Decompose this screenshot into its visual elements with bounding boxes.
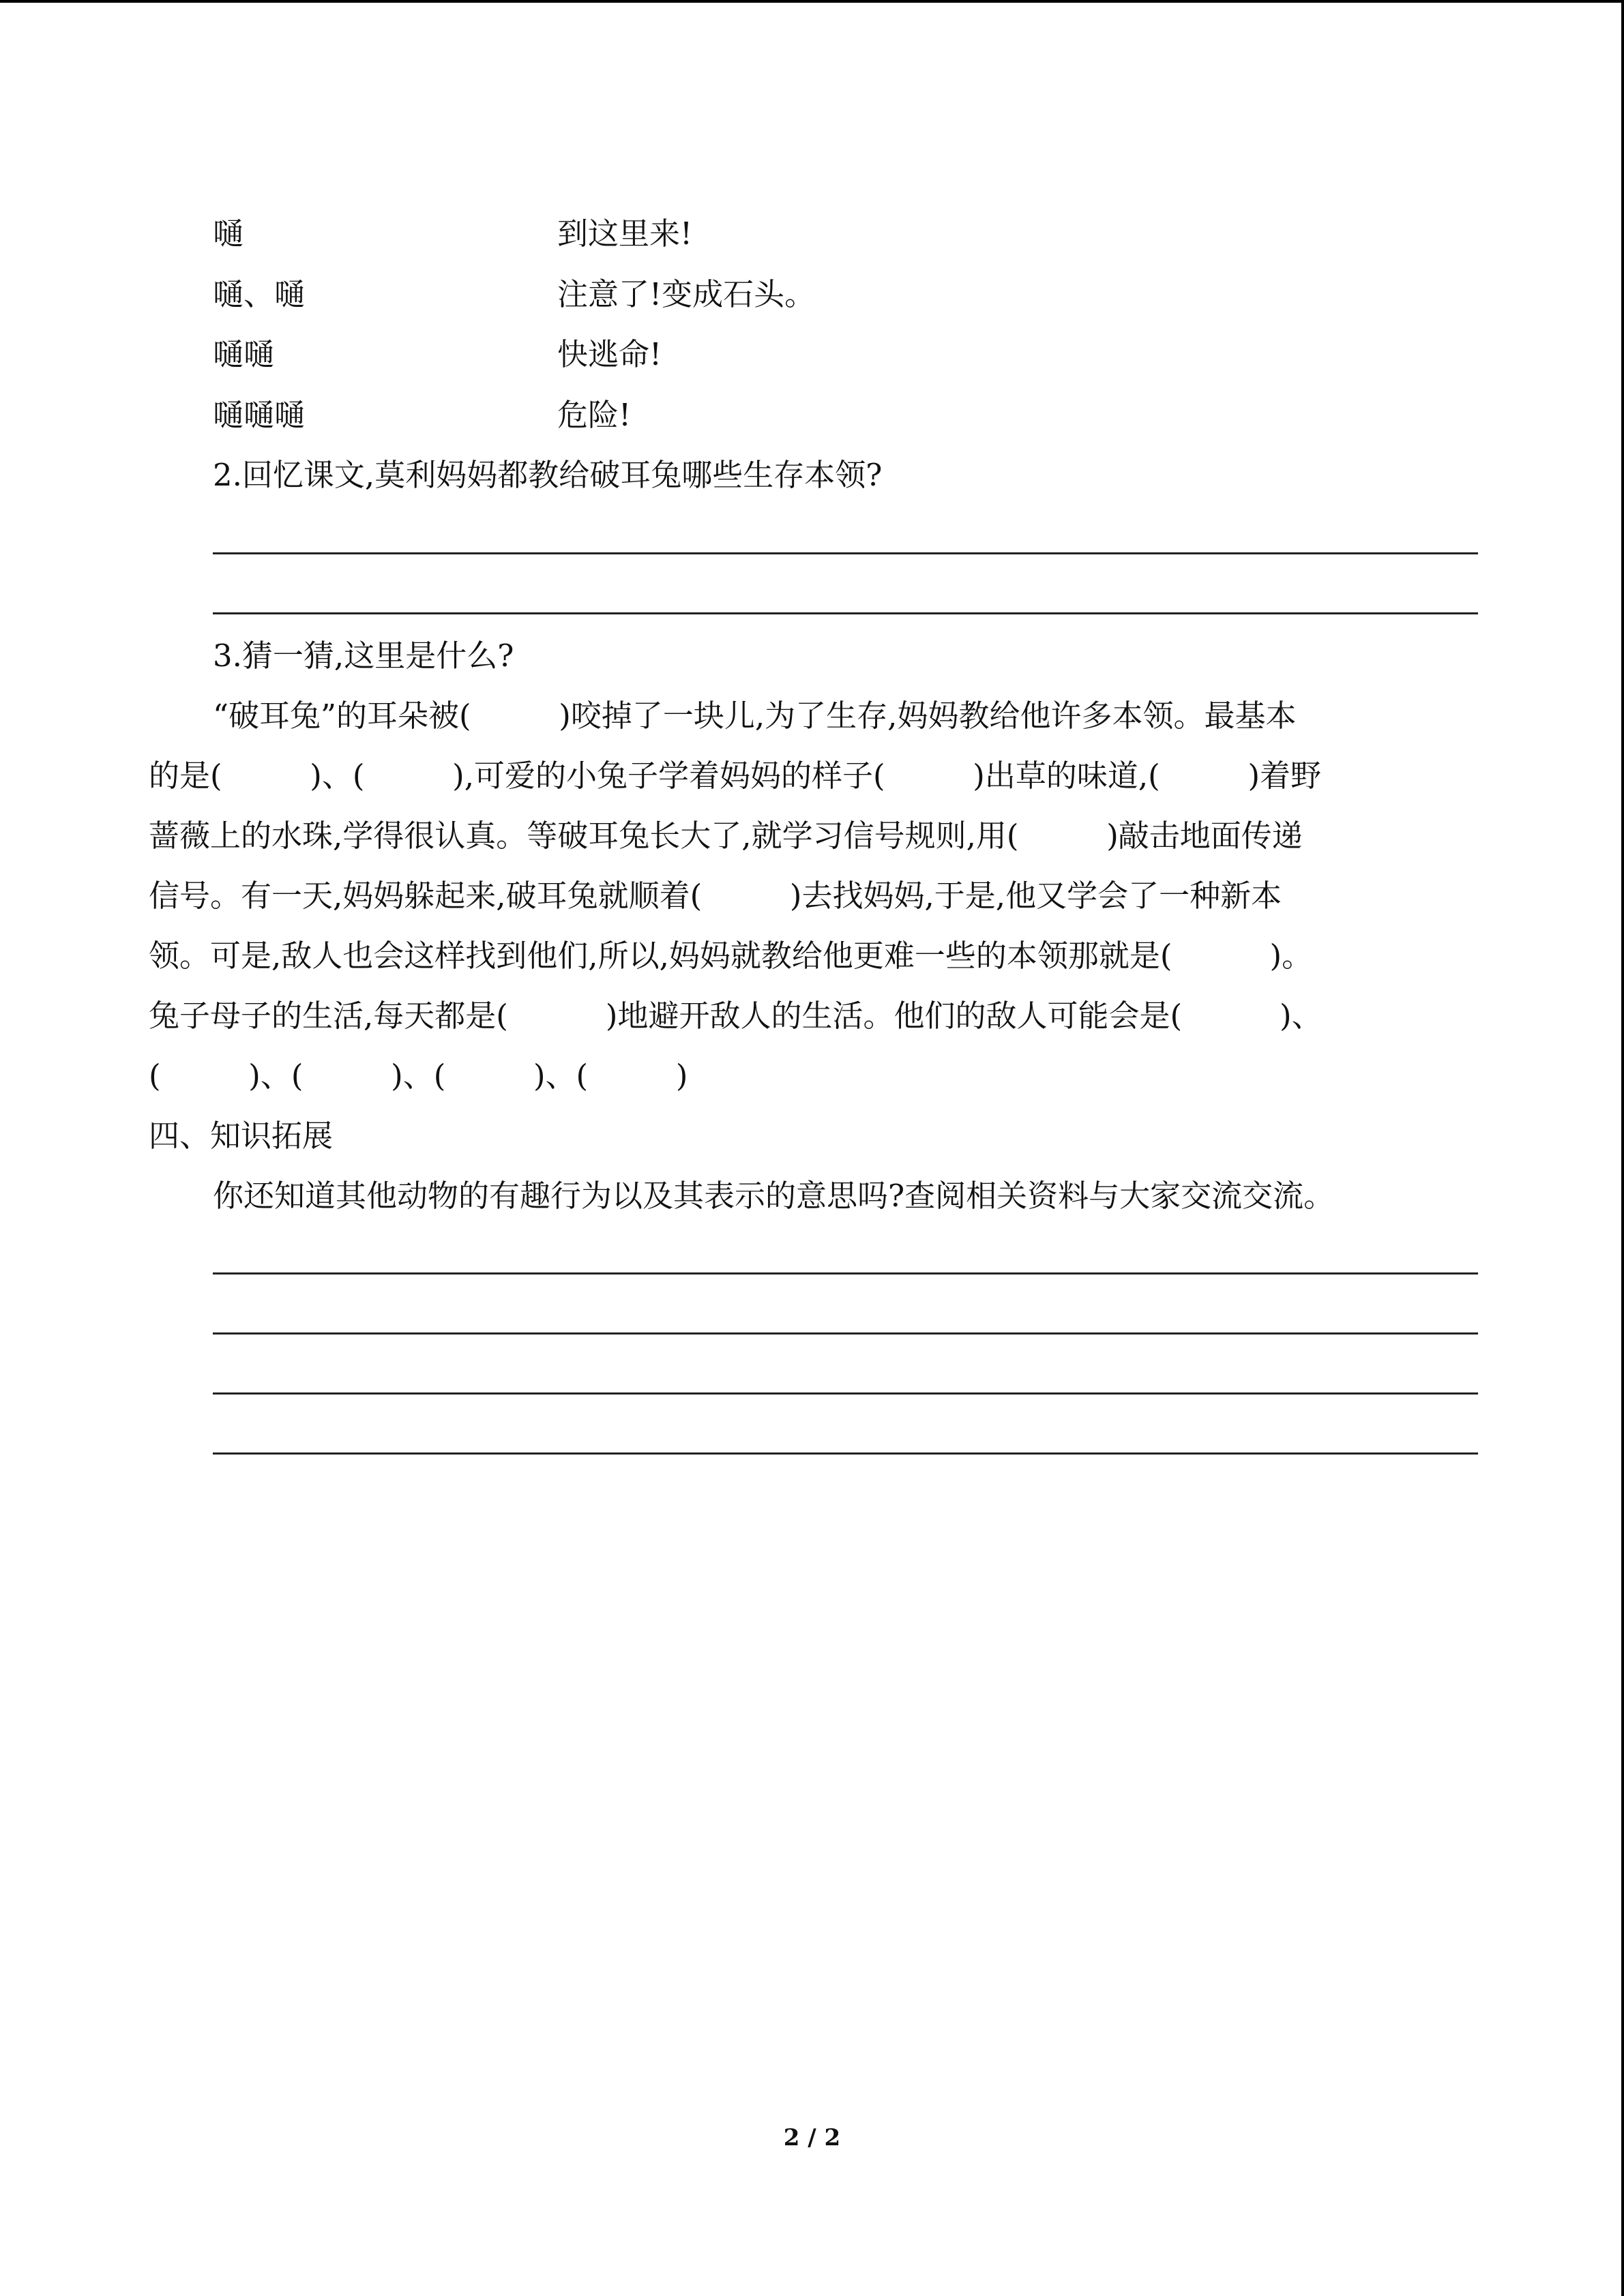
answer-line[interactable] [213, 1392, 1478, 1395]
answer-line[interactable] [213, 1272, 1478, 1274]
section-4-title: 四、知识拓展 [149, 1118, 334, 1154]
answer-line[interactable] [213, 1332, 1478, 1335]
signal-row [213, 334, 1441, 375]
signal-row [213, 274, 1441, 315]
signal-code: 嗵、嗵 [213, 276, 306, 312]
page-border-right [1621, 0, 1624, 2296]
signal-meaning: 快逃命! [557, 336, 662, 372]
question-3-passage-line: 领。可是,敌人也会这样找到他们,所以,妈妈就教给他更难一些的本领那就是( )。 [149, 938, 1313, 974]
signal-code: 嗵嗵 [213, 336, 275, 372]
signal-row [213, 395, 1441, 436]
question-3-passage-line: “破耳兔”的耳朵被( )咬掉了一块儿,为了生存,妈妈教给他许多本领。最基本 [213, 698, 1297, 734]
answer-line[interactable] [213, 612, 1478, 614]
question-3-passage-line: 信号。有一天,妈妈躲起来,破耳兔就顺着( )去找妈妈,于是,他又学会了一种新本 [149, 878, 1282, 914]
signal-meaning: 危险! [557, 397, 632, 433]
question-3-passage-line: 兔子母子的生活,每天都是( )地避开敌人的生活。他们的敌人可能会是( )、 [149, 998, 1323, 1034]
question-3-passage-line: 蔷薇上的水珠,学得很认真。等破耳兔长大了,就学习信号规则,用( )敲击地面传递 [149, 818, 1303, 854]
signal-meaning: 注意了!变成石头。 [557, 276, 816, 312]
page-border-top [0, 0, 1624, 3]
question-3-title: 3.猜一猜,这里是什么? [213, 638, 514, 674]
question-2: 2.回忆课文,莫利妈妈都教给破耳兔哪些生存本领? [213, 457, 883, 493]
answer-line[interactable] [213, 1452, 1478, 1455]
answer-line[interactable] [213, 552, 1478, 554]
signal-row [213, 213, 1441, 254]
page-number: 2 / 2 [783, 2124, 841, 2151]
signal-code: 嗵 [213, 215, 244, 252]
signal-meaning: 到这里来! [557, 215, 693, 252]
section-4-prompt: 你还知道其他动物的有趣行为以及其表示的意思吗?查阅相关资料与大家交流交流。 [213, 1178, 1335, 1214]
question-3-passage-line: 的是( )、( ),可爱的小兔子学着妈妈的样子( )出草的味道,( )着野 [149, 758, 1322, 794]
signal-code: 嗵嗵嗵 [213, 397, 306, 433]
question-3-passage-line: ( )、( )、( )、( ) [149, 1058, 688, 1094]
